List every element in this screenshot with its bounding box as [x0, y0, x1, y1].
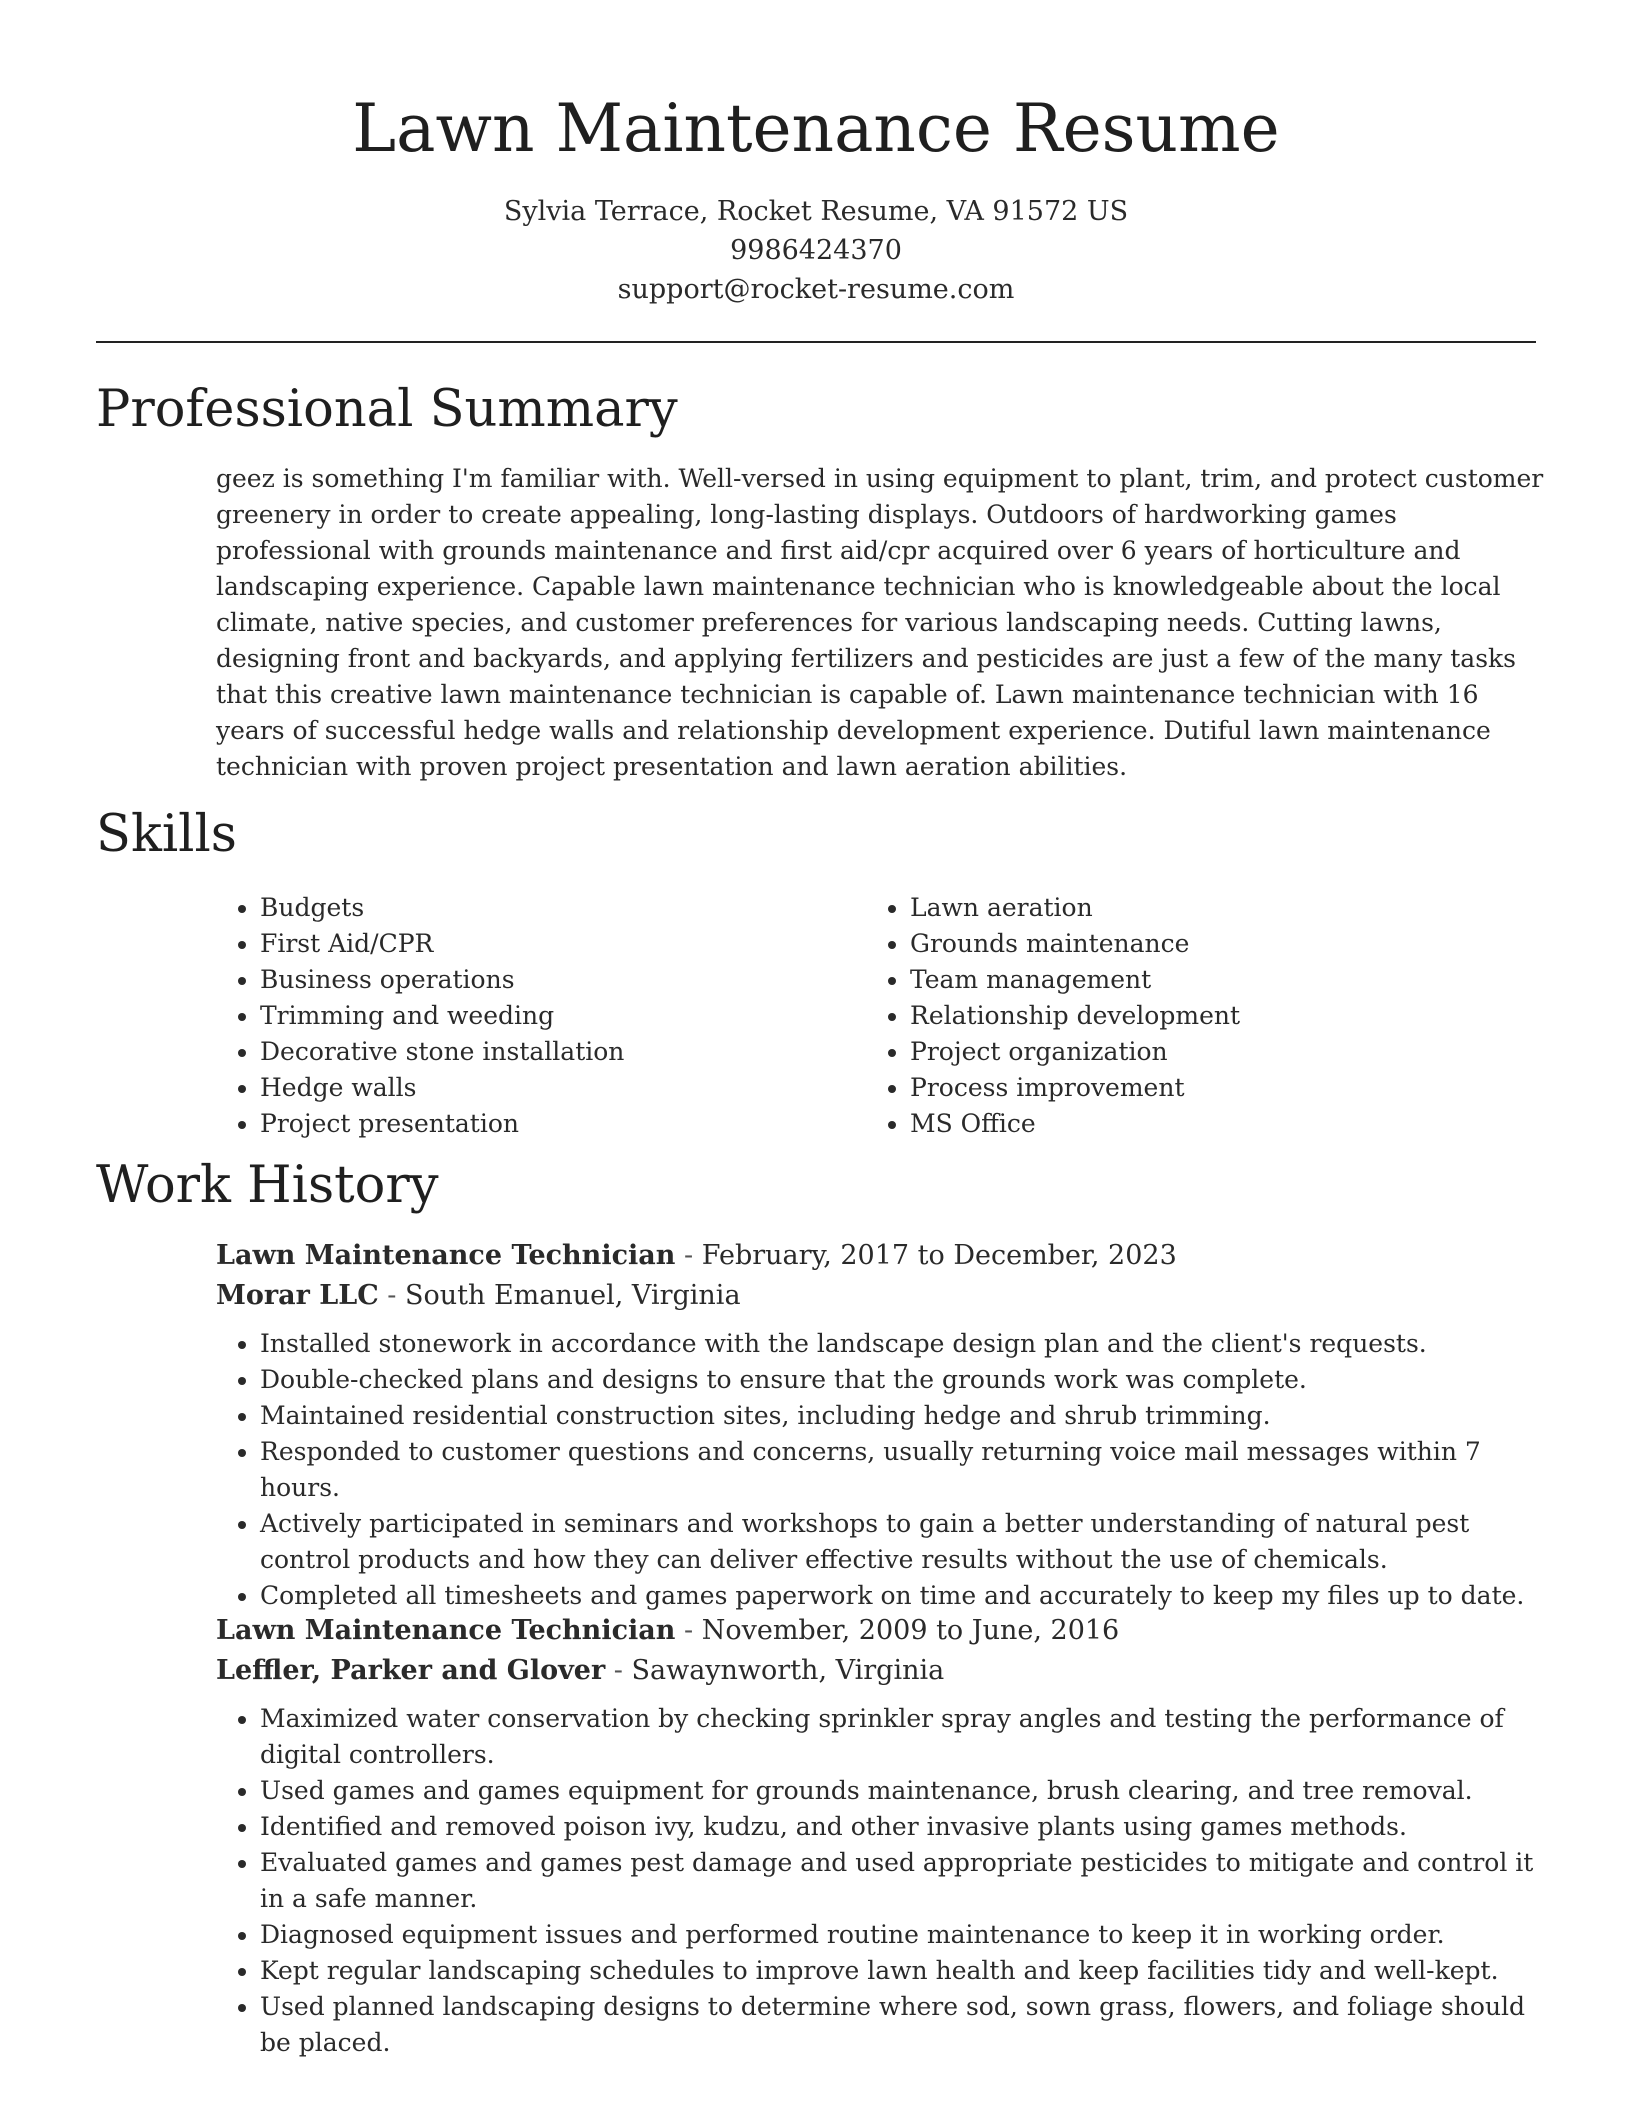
job-title-line	[216, 1611, 1546, 1651]
header-divider	[96, 341, 1536, 343]
job-entry	[216, 1236, 1546, 1614]
job-company: Leffler, Parker and Glover	[216, 1655, 606, 1686]
job-duty: • Kept regular landscaping schedules to improve lawn health and keep facilities tidy and well-kept.	[260, 1953, 1546, 1989]
skill-item: • Relationship development	[910, 998, 1516, 1034]
job-duty: • Maximized water conservation by checking sprinkler spray angles and testing the performance of digital controllers.	[260, 1701, 1546, 1773]
job-entry	[216, 1611, 1546, 2061]
job-duty: • Used games and games equipment for grounds maintenance, brush clearing, and tree removal.	[260, 1773, 1546, 1809]
resume-header	[0, 0, 1632, 309]
job-title-line	[216, 1236, 1546, 1276]
job-company-line	[216, 1276, 1546, 1316]
work-history-heading: Work History	[96, 1156, 439, 1215]
skill-item: • First Aid/CPR	[260, 926, 866, 962]
job-duty: • Maintained residential construction sites, including hedge and shrub trimming.	[260, 1398, 1546, 1434]
separator: -	[378, 1280, 405, 1311]
separator: -	[605, 1655, 632, 1686]
skill-item: • MS Office	[910, 1106, 1516, 1142]
job-company: Morar LLC	[216, 1280, 379, 1311]
job-dates: February, 2017 to December, 2023	[701, 1240, 1177, 1271]
skill-item: • Decorative stone installation	[260, 1034, 866, 1070]
job-dates: November, 2009 to June, 2016	[701, 1615, 1120, 1646]
job-duty: • Identified and removed poison ivy, kudzu, and other invasive plants using games methods.	[260, 1809, 1546, 1845]
skill-item: • Business operations	[260, 962, 866, 998]
job-duty: • Completed all timesheets and games paperwork on time and accurately to keep my files up to date.	[260, 1578, 1546, 1614]
job-location: South Emanuel, Virginia	[405, 1280, 741, 1311]
skills-list	[216, 890, 1536, 1142]
skill-item: • Grounds maintenance	[910, 926, 1516, 962]
contact-address: Sylvia Terrace, Rocket Resume, VA 91572 US	[503, 196, 1129, 227]
job-duty: • Evaluated games and games pest damage and used appropriate pesticides to mitigate and control it in a safe manner.	[260, 1845, 1546, 1917]
skills-column-left	[216, 890, 866, 1142]
job-role: Lawn Maintenance Technician	[216, 1615, 676, 1646]
contact-email: support@rocket-resume.com	[617, 274, 1015, 305]
page-title: Lawn Maintenance Resume	[352, 90, 1280, 167]
separator: -	[675, 1240, 702, 1271]
job-duty: • Responded to customer questions and concerns, usually returning voice mail messages within 7 hours.	[260, 1434, 1546, 1506]
job-duties	[216, 1701, 1546, 2061]
skill-item: • Budgets	[260, 890, 866, 926]
job-duty: • Actively participated in seminars and workshops to gain a better understanding of natural pest control products and how they can deliver effective results without the use of chemicals.	[260, 1506, 1546, 1578]
summary-heading: Professional Summary	[96, 380, 678, 439]
separator: -	[675, 1615, 702, 1646]
contact-block	[0, 192, 1632, 309]
job-company-line	[216, 1651, 1546, 1691]
job-duty: • Double-checked plans and designs to ensure that the grounds work was complete.	[260, 1362, 1546, 1398]
skill-item: • Project organization	[910, 1034, 1516, 1070]
skills-column-right	[866, 890, 1516, 1142]
contact-phone: 9986424370	[730, 235, 902, 266]
skills-heading: Skills	[96, 805, 237, 864]
skill-item: • Hedge walls	[260, 1070, 866, 1106]
job-duty: • Diagnosed equipment issues and performed routine maintenance to keep it in working order.	[260, 1917, 1546, 1953]
skill-item: • Team management	[910, 962, 1516, 998]
job-duties	[216, 1326, 1546, 1614]
job-duty: • Installed stonework in accordance with the landscape design plan and the client's requests.	[260, 1326, 1546, 1362]
skill-item: • Lawn aeration	[910, 890, 1516, 926]
job-location: Sawaynworth, Virginia	[631, 1655, 945, 1686]
skill-item: • Process improvement	[910, 1070, 1516, 1106]
skill-item: • Trimming and weeding	[260, 998, 866, 1034]
job-role: Lawn Maintenance Technician	[216, 1240, 676, 1271]
summary-text: geez is something I'm familiar with. Well-versed in using equipment to plant, trim, and protect customer greenery in order to create appealing, long-lasting displays. Outdoors of hardworking games professional with grounds maintenance and first aid/cpr acquired over 6 years of horticulture and landscaping experience. Capable lawn maintenance technician who is knowledgeable about the local climate, native species, and customer preferences for various landscaping needs. Cutting lawns, designing front and backyards, and applying fertilizers and pesticides are just a few of the many tasks that this creative lawn maintenance technician is capable of. Lawn maintenance technician with 16 years of successful hedge walls and relationship development experience. Dutiful lawn maintenance technician with proven project presentation and lawn aeration abilities.	[216, 464, 1544, 781]
skill-item: • Project presentation	[260, 1106, 866, 1142]
job-duty: • Used planned landscaping designs to determine where sod, sown grass, flowers, and foliage should be placed.	[260, 1989, 1546, 2061]
